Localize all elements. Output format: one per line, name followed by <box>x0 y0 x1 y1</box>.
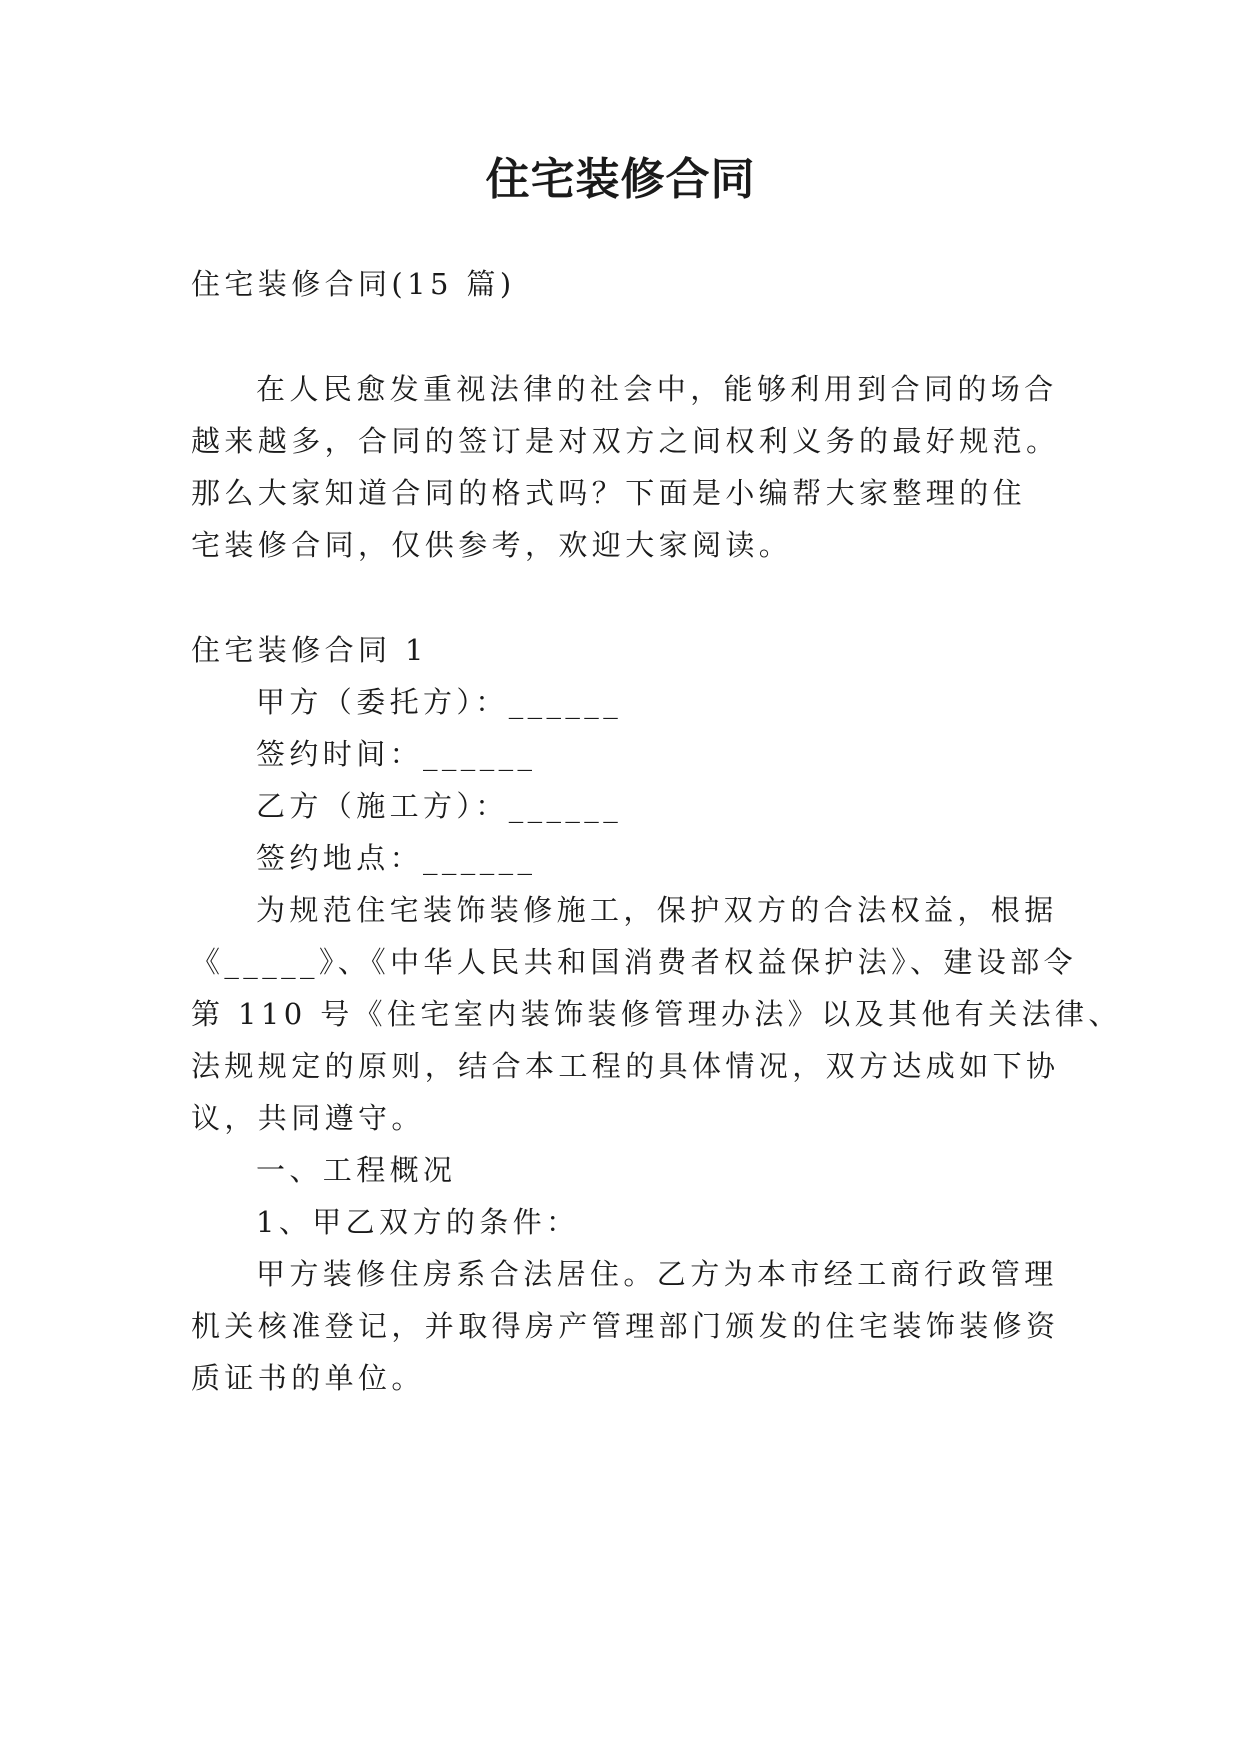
preamble-line-2: 《_____》、《中华人民共和国消费者权益保护法》、建设部令 <box>191 945 1078 979</box>
clause-one-line-1: 甲方装修住房系合法居住。乙方为本市经工商行政管理 <box>256 1257 1058 1291</box>
sign-place-field: 签约地点：______ <box>256 841 537 875</box>
clause-one-line-3: 质证书的单位。 <box>191 1361 425 1395</box>
document-title: 住宅装修合同 <box>485 154 756 205</box>
intro-line-1: 在人民愈发重视法律的社会中，能够利用到合同的场合 <box>256 372 1058 406</box>
intro-line-2: 越来越多，合同的签订是对双方之间权利义务的最好规范。 <box>191 424 1060 458</box>
chapter-one-heading: 一、工程概况 <box>256 1153 457 1187</box>
intro-line-3: 那么大家知道合同的格式吗？下面是小编帮大家整理的住 <box>191 476 1027 510</box>
intro-line-4: 宅装修合同，仅供参考，欢迎大家阅读。 <box>191 528 793 562</box>
document-subtitle: 住宅装修合同(15 篇) <box>191 267 516 301</box>
preamble-line-3: 第 110 号《住宅室内装饰装修管理办法》以及其他有关法律、 <box>191 997 1122 1031</box>
sign-time-field: 签约时间：______ <box>256 737 537 771</box>
preamble-line-4: 法规规定的原则，结合本工程的具体情况，双方达成如下协 <box>191 1049 1060 1083</box>
preamble-line-1: 为规范住宅装饰装修施工，保护双方的合法权益，根据 <box>256 893 1058 927</box>
section-heading: 住宅装修合同 1 <box>191 633 428 667</box>
party-a-field: 甲方（委托方）：______ <box>256 685 623 719</box>
clause-one-line-2: 机关核准登记，并取得房产管理部门颁发的住宅装饰装修资 <box>191 1309 1060 1343</box>
clause-one-heading: 1、甲乙双方的条件： <box>256 1205 580 1239</box>
preamble-line-5: 议，共同遵守。 <box>191 1101 425 1135</box>
party-b-field: 乙方（施工方）：______ <box>256 789 623 823</box>
